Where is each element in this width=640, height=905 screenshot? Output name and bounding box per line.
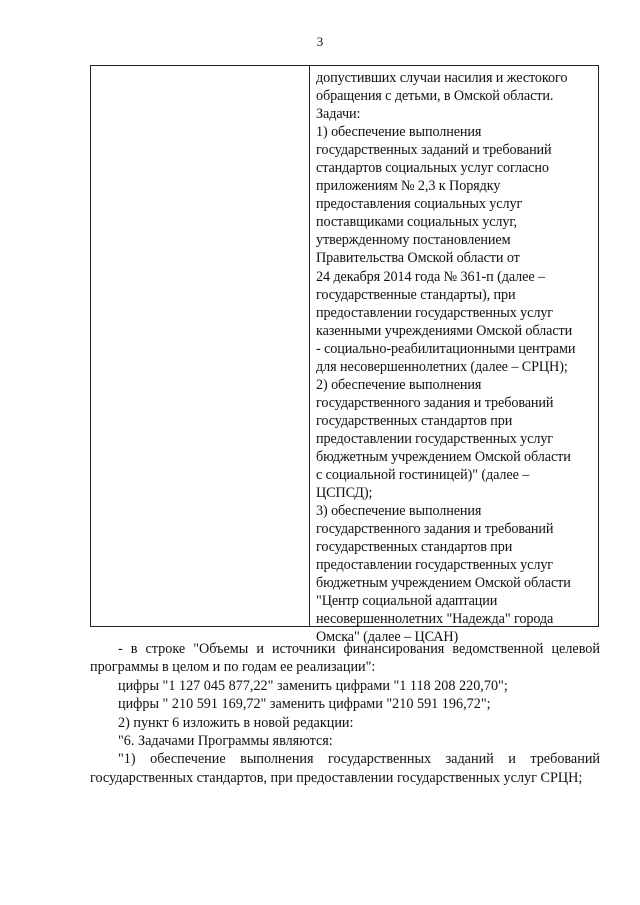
table-text-line: государственных заданий и требований [316, 142, 552, 159]
table-text-line: предоставления социальных услуг [316, 196, 523, 213]
table-text-line: государственных стандартов при [316, 412, 513, 429]
table-text-line: предоставлении государственных услуг [316, 430, 554, 447]
table-text-line: несовершеннолетних "Надежда" города [316, 611, 554, 628]
paragraph-task-1: "1) обеспечение выполнения государственных заданий и требований государственных стандартов, при предоставлении государственных услуг СРЦН; [90, 751, 600, 786]
table-text-line: предоставлении государственных услуг [316, 304, 554, 321]
table-text-line: "Центр социальной адаптации [316, 593, 498, 610]
table-text-line: Задачи: [316, 106, 361, 123]
paragraph-figures-total: цифры "1 127 045 877,22" заменить цифрами "1 118 208 220,70"; [118, 677, 508, 694]
table-text-line: утвержденному постановлением [316, 232, 511, 249]
table-right-cell [310, 66, 598, 646]
table-text-line: приложениям № 2,3 к Порядку [316, 178, 501, 195]
table-text-line: обращения с детьми, в Омской области. [316, 88, 554, 105]
body-text [90, 640, 600, 787]
page-number: 3 [316, 34, 324, 49]
table-text-line: допустивших случаи насилия и жестокого [316, 70, 568, 86]
table-text-line: - социально-реабилитационными центрами [316, 340, 576, 357]
table-text-line: 24 декабря 2014 года № 361-п (далее – [316, 268, 545, 285]
program-passport-table [90, 65, 599, 646]
table-text-line: предоставлении государственных услуг [316, 557, 554, 574]
table-text-line: стандартов социальных услуг согласно [316, 160, 549, 177]
table-text-line: бюджетным учреждением Омской области [316, 575, 571, 592]
table-text-line: для несовершеннолетних (далее – СРЦН); [316, 358, 568, 375]
table-text-line: поставщиками социальных услуг, [316, 214, 517, 231]
table-left-cell [91, 66, 310, 626]
table-text-line: 1) обеспечение выполнения [316, 124, 482, 141]
table-text-line: государственного задания и требований [316, 521, 554, 538]
table-text-line: 3) обеспечение выполнения [316, 503, 482, 520]
paragraph-financing-row: - в строке "Объемы и источники финансирования ведомственной целевой программы в целом и по годам ее реализации": [90, 641, 600, 676]
table-text-line: государственных стандартов при [316, 539, 513, 556]
table-text-line: ЦСПСД); [316, 485, 373, 502]
table-text-line: государственного задания и требований [316, 394, 554, 411]
table-text-line: государственные стандарты), при [316, 286, 516, 303]
table-text-line: 2) обеспечение выполнения [316, 376, 482, 393]
table-text-line: с социальной гостиницей)" (далее – [316, 467, 530, 484]
table-text-line: Омска" (далее – ЦСАН) [316, 629, 459, 646]
table-text-line: казенными учреждениями Омской области [316, 322, 573, 339]
paragraph-tasks-heading: "6. Задачами Программы являются: [118, 733, 333, 750]
paragraph-figures-year: цифры " 210 591 169,72" заменить цифрами "210 591 196,72"; [118, 696, 491, 713]
paragraph-item-6: 2) пункт 6 изложить в новой редакции: [118, 714, 354, 731]
table-text-line: Правительства Омской области от [316, 250, 520, 267]
table-text-line: бюджетным учреждением Омской области [316, 448, 571, 465]
